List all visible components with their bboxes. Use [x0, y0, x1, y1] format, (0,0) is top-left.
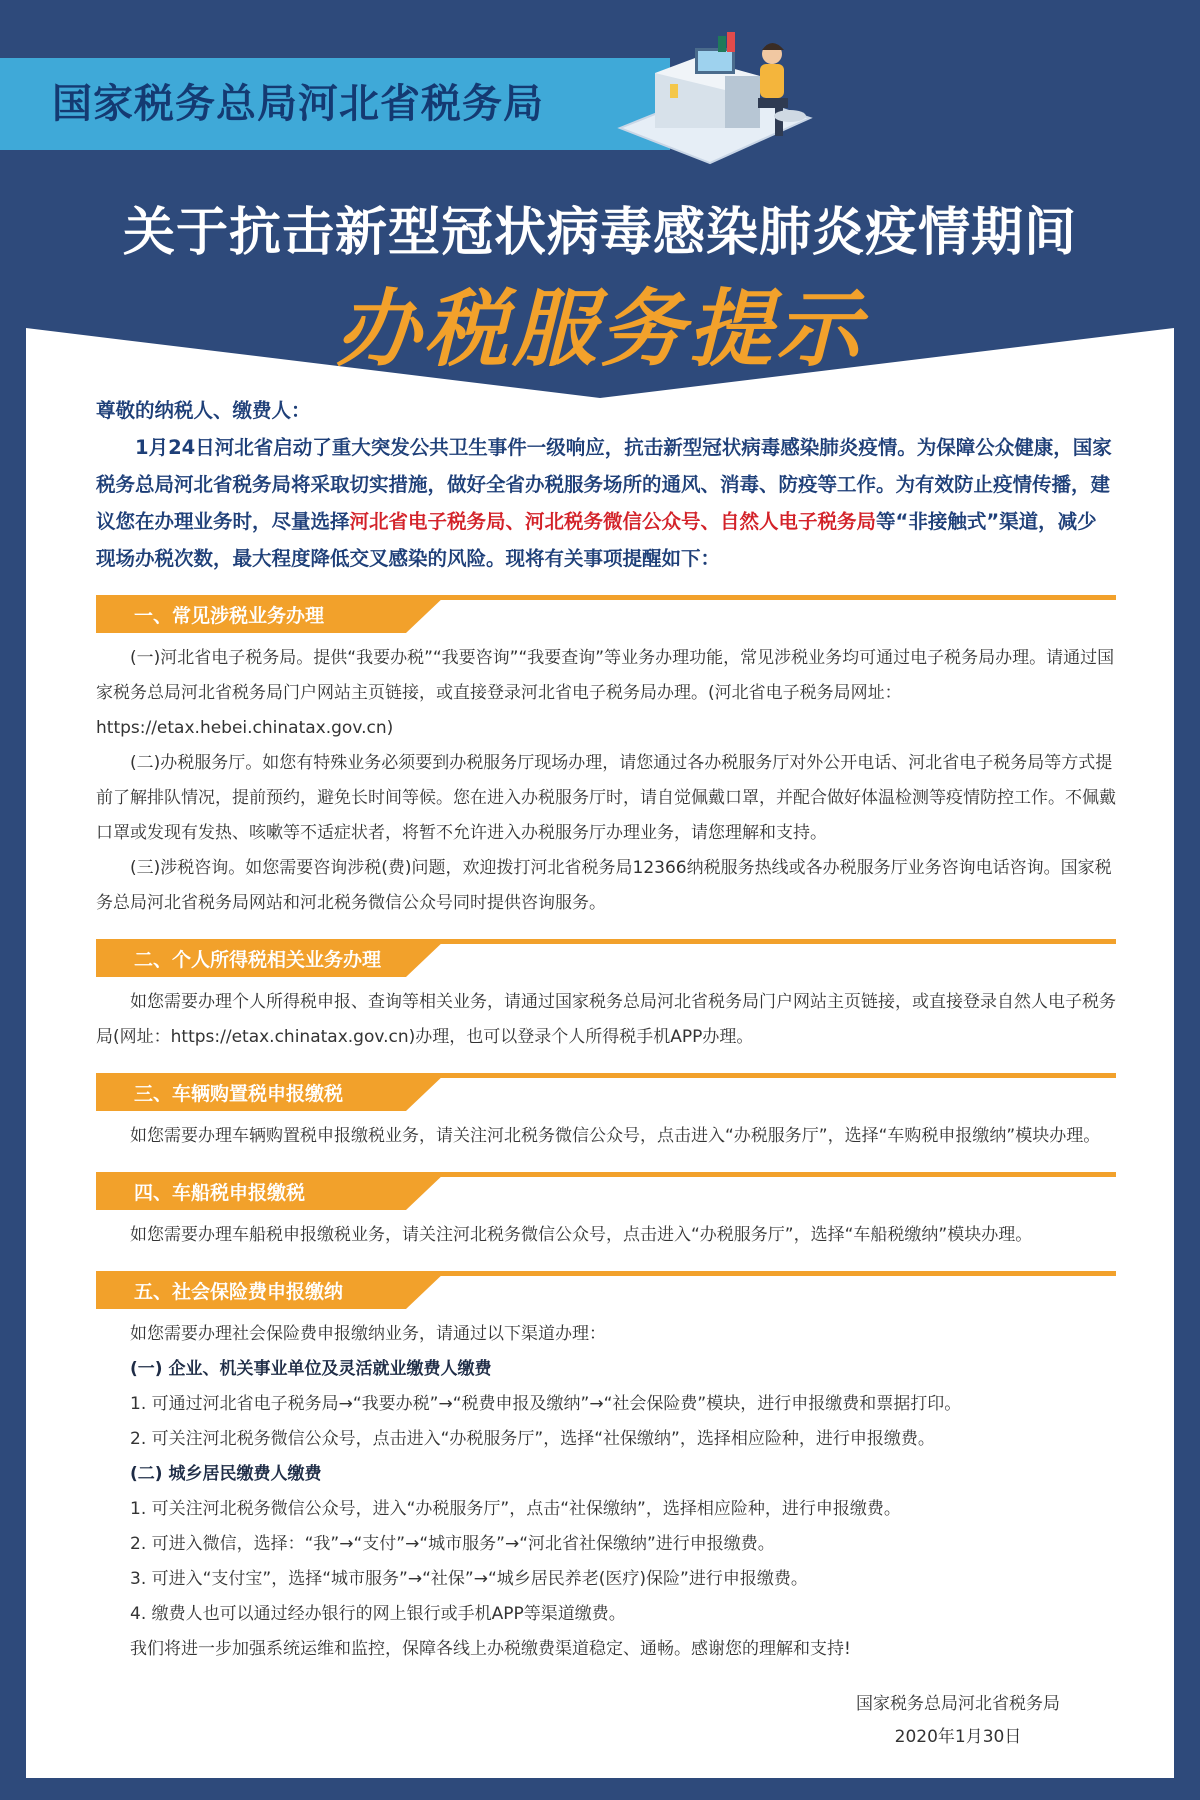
section-header-5 [96, 1271, 1116, 1309]
list-item: 3. 可进入“支付宝”，选择“城市服务”→“社保”→“城乡居民养老(医疗)保险”进行申报缴费。 [130, 1569, 808, 1589]
org-banner-text: 国家税务总局河北省税务局 [52, 81, 544, 127]
office-worker-illustration [600, 18, 830, 168]
s1-etax: (一)河北省电子税务局。提供“我要办税”“我要咨询”“我要查询”等业务办理功能，常见涉税业务均可通过电子税务局办理。请通过国家税务总局河北省税务局门户网站主页链接，或直接登录河北省电子税务局办理。(河北省电子税务局网址：https://etax.hebei.chinatax.gov.cn) [96, 648, 1115, 738]
intro-text-a: 1月24日河北省启动了重大突发公共卫生事件一级响应，抗击新型冠状病毒感染肺炎疫情。为保障公众健康，国家税务总局河北省税务局将采取切实措施，做好全省办税服务场所的通风、消毒、防疫等工作。为有效防止疫情传播，建议您在办理业务时，尽量选择 [96, 436, 1112, 533]
section-header-2 [96, 939, 1116, 977]
list-item: 2. 可关注河北税务微信公众号，点击进入“办税服务厅”，选择“社保缴纳”，选择相应险种，进行申报缴费。 [130, 1429, 935, 1449]
s5-intro: 如您需要办理社会保险费申报缴纳业务，请通过以下渠道办理： [130, 1324, 606, 1344]
intro [96, 392, 1116, 577]
section-header-4 [96, 1172, 1116, 1210]
section-title-3: 三、车辆购置税申报缴税 [134, 1083, 344, 1105]
s3-vehicle-tax: 如您需要办理车辆购置税申报缴税业务，请关注河北税务微信公众号，点击进入“办税服务厅”，选择“车购税申报缴纳”模块办理。 [130, 1126, 1101, 1146]
s1-consulting: (三)涉税咨询。如您需要咨询涉税(费)问题，欢迎拨打河北省税务局12366纳税服务热线或各办税服务厅业务咨询电话咨询。国家税务总局河北省税务局网站和河北税务微信公众号同时提供咨询服务。 [96, 858, 1112, 913]
signature [856, 1688, 1060, 1754]
s2-iit: 如您需要办理个人所得税申报、查询等相关业务，请通过国家税务总局河北省税务局门户网站主页链接，或直接登录自然人电子税务局(网址：https://etax.chinatax.gov.cn)办理，也可以登录个人所得税手机APP办理。 [96, 992, 1116, 1047]
intro-paragraph [96, 429, 1116, 577]
section-header-1 [96, 595, 1116, 633]
s5-subheading-residents: (二) 城乡居民缴费人缴费 [130, 1464, 322, 1484]
list-item: 1. 可关注河北税务微信公众号，进入“办税服务厅”，点击“社保缴纳”，选择相应险种，进行申报缴费。 [130, 1499, 901, 1519]
salutation: 尊敬的纳税人、缴费人： [96, 399, 311, 422]
notice-content [96, 392, 1116, 1667]
section-body-4 [96, 1218, 1116, 1253]
intro-text-b: 等“非接触式”渠道，减少现场办税次数，最大程度降低交叉感染的风险。现将有关事项提醒如下： [96, 510, 1097, 570]
title-line-2: 办税服务提示 [335, 280, 864, 378]
section-title-4: 四、车船税申报缴税 [134, 1182, 306, 1204]
signature-org: 国家税务总局河北省税务局 [856, 1694, 1060, 1714]
section-body-1 [96, 641, 1116, 921]
list-item: 1. 可通过河北省电子税务局→“我要办税”→“税费申报及缴纳”→“社会保险费”模块，进行申报缴费和票据打印。 [130, 1394, 962, 1414]
section-title-1: 一、常见涉税业务办理 [134, 605, 325, 627]
title-line-1: 关于抗击新型冠状病毒感染肺炎疫情期间 [122, 203, 1077, 263]
list-item: 2. 可进入微信，选择：“我”→“支付”→“城市服务”→“河北省社保缴纳”进行申报缴费。 [130, 1534, 775, 1554]
intro-highlight-channels: 河北省电子税务局、河北税务微信公众号、自然人电子税务局 [349, 510, 877, 533]
section-body-3 [96, 1119, 1116, 1154]
section-title-5: 五、社会保险费申报缴纳 [134, 1281, 344, 1303]
signature-date: 2020年1月30日 [894, 1727, 1022, 1747]
list-item: 4. 缴费人也可以通过经办银行的网上银行或手机APP等渠道缴费。 [130, 1604, 626, 1624]
s1-service-hall: (二)办税服务厅。如您有特殊业务必须要到办税服务厅现场办理，请您通过各办税服务厅对外公开电话、河北省电子税务局等方式提前了解排队情况，提前预约，避免长时间等候。您在进入办税服务厅时，请自觉佩戴口罩，并配合做好体温检测等疫情防控工作。不佩戴口罩或发现有发热、咳嗽等不适症状者，将暂不允许进入办税服务厅办理业务，请您理解和支持。 [96, 753, 1116, 843]
section-header-3 [96, 1073, 1116, 1111]
section-title-2: 二、个人所得税相关业务办理 [134, 949, 382, 971]
section-body-5 [96, 1317, 1116, 1667]
closing-statement: 我们将进一步加强系统运维和监控，保障各线上办税缴费渠道稳定、通畅。感谢您的理解和支持! [130, 1639, 851, 1659]
s5-subheading-enterprise: (一) 企业、机关事业单位及灵活就业缴费人缴费 [130, 1359, 492, 1379]
s4-vessel-tax: 如您需要办理车船税申报缴税业务，请关注河北税务微信公众号，点击进入“办税服务厅”，选择“车船税缴纳”模块办理。 [130, 1225, 1033, 1245]
section-body-2 [96, 985, 1116, 1055]
